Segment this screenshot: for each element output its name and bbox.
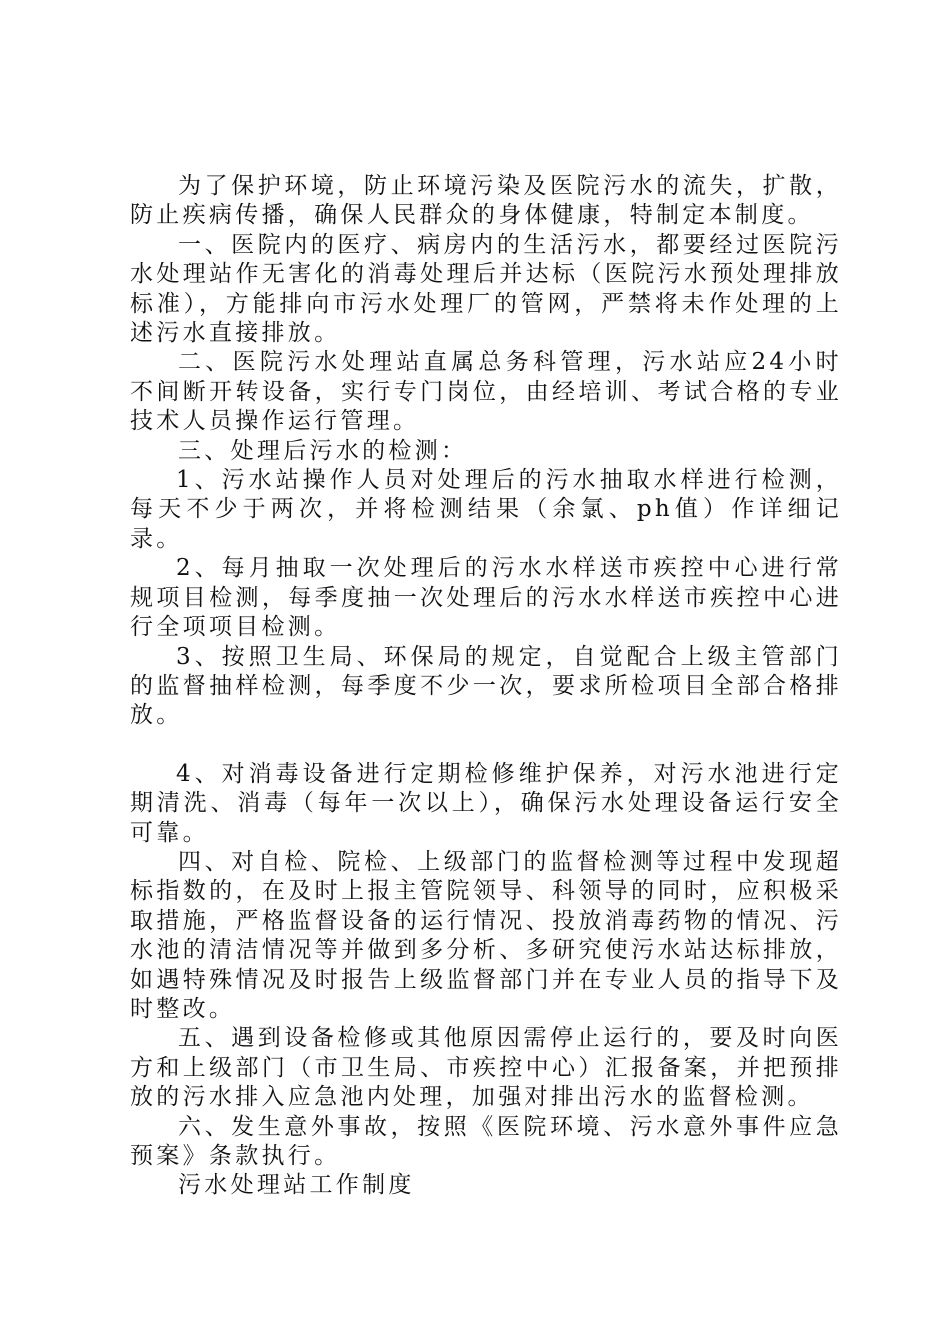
intro-paragraph: 为了保护环境，防止环境污染及医院污水的流失，扩散，防止疾病传播，确保人民群众的身体健康，特制定本制度。 [130, 173, 842, 229]
section-five-paragraph: 五、遇到设备检修或其他原因需停止运行的，要及时向医方和上级部门（市卫生局、市疾控中心）汇报备案，并把预排放的污水排入应急池内处理，加强对排出污水的监督检测。 [130, 1025, 842, 1111]
section-one-paragraph: 一、医院内的医疗、病房内的生活污水，都要经过医院污水处理站作无害化的消毒处理后并达标（医院污水预处理排放标准），方能排向市污水处理厂的管网，严禁将未作处理的上述污水直接排放。 [130, 231, 842, 347]
document-title-footer: 污水处理站工作制度 [178, 1172, 415, 1199]
item-two-paragraph: 2、每月抽取一次处理后的污水水样送市疾控中心进行常规项目检测，每季度抽一次处理后的污水水样送市疾控中心进行全项项目检测。 [130, 555, 842, 641]
section-four-paragraph: 四、对自检、院检、上级部门的监督检测等过程中发现超标指数的，在及时上报主管院领导、科领导的同时，应积极采取措施，严格监督设备的运行情况、投放消毒药物的情况、污水池的清洁情况等并做到多分析、多研究使污水站达标排放，如遇特殊情况及时报告上级监督部门并在专业人员的指导下及时整改。 [130, 848, 842, 1022]
document-body [130, 172, 842, 1201]
item-four-paragraph: 4、对消毒设备进行定期检修维护保养，对污水池进行定期清洗、消毒（每年一次以上），确保污水处理设备运行安全可靠。 [130, 760, 842, 846]
item-one-paragraph: 1、污水站操作人员对处理后的污水抽取水样进行检测，每天不少于两次，并将检测结果（余氯、ph值）作详细记录。 [130, 467, 842, 552]
item-three-paragraph: 3、按照卫生局、环保局的规定，自觉配合上级主管部门的监督抽样检测，每季度不少一次，要求所检项目全部合格排放。 [130, 643, 842, 729]
section-six-paragraph: 六、发生意外事故，按照《医院环境、污水意外事件应急预案》条款执行。 [130, 1113, 842, 1169]
blank-line [130, 731, 842, 760]
section-two-paragraph: 二、医院污水处理站直属总务科管理，污水站应24小时不间断开转设备，实行专门岗位，由经培训、考试合格的专业技术人员操作运行管理。 [130, 349, 842, 435]
section-three-heading: 三、处理后污水的检测： [178, 437, 468, 464]
